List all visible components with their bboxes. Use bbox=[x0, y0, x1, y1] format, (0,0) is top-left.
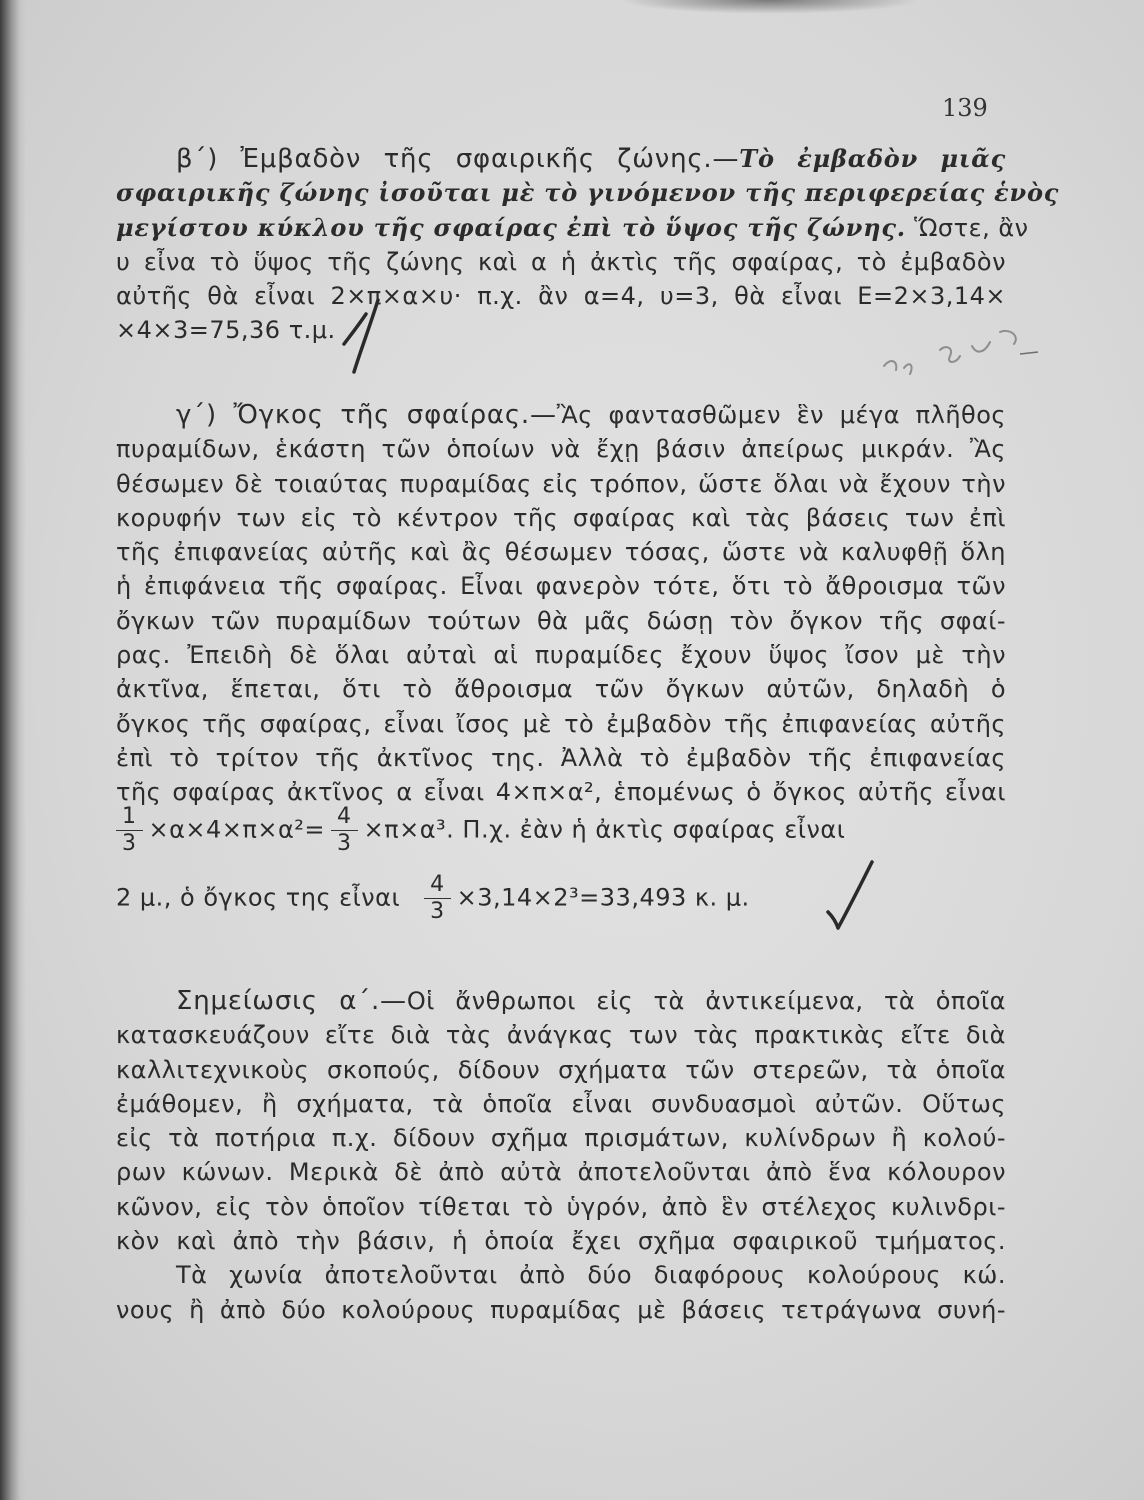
section-c-line-11: ἐπὶ τὸ τρίτον τῆς ἀκτῖνος της. Ἀλλὰ τὸ ἐμβαδὸν τῆς ἐπιφανείας bbox=[116, 743, 1006, 772]
note-line-8: κὸν καὶ ἀπὸ τὴν βάσιν, ἡ ὁποία ἔχει σχῆμα σφαιρικοῦ τμήματος. bbox=[116, 1227, 1006, 1256]
checkmark-icon-2 bbox=[822, 858, 882, 938]
fraction-numerator: 1 bbox=[116, 804, 143, 831]
section-b-line-3-tail: Ὥστε, ἂν bbox=[905, 213, 1029, 242]
note-line-6: ρων κώνων. Μερικὰ δὲ ἀπὸ αὐτὰ ἀποτελοῦνται ἀπὸ ἕνα κόλουρον bbox=[116, 1158, 1006, 1187]
note-line-5: εἰς τὰ ποτήρια π.χ. δίδουν σχῆμα πρισμάτων, κυλίνδρων ἢ κολού- bbox=[116, 1124, 1006, 1153]
note-line-1 bbox=[116, 984, 1006, 1018]
pencil-scribble-icon bbox=[870, 320, 1040, 390]
fraction-numerator: 4 bbox=[331, 804, 358, 831]
section-b-line-4: υ εἶνα τὸ ὕψος τῆς ζώνης καὶ α ἡ ἀκτὶς τῆς σφαίρας, τὸ ἐμβαδὸν bbox=[116, 247, 1006, 276]
formula-1-tail: ×π×α³. Π.χ. ἐὰν ἡ ἀκτὶς σφαίρας εἶναι bbox=[363, 815, 846, 844]
section-c-line-4: κορυφήν των εἰς τὸ κέντρον τῆς σφαίρας καὶ τὰς βάσεις των ἐπὶ bbox=[116, 503, 1006, 532]
note-line-2: κατασκευάζουν εἴτε διὰ τὰς ἀνάγκας των τὰς πρακτικὰς εἴτε διὰ bbox=[116, 1021, 1006, 1050]
section-c-paragraph bbox=[116, 398, 1006, 810]
note-line-1-tail: Οἱ ἄνθρωποι εἰς τὰ ἀντικείμενα, τὰ ὁποῖα bbox=[406, 987, 1006, 1015]
section-b-line-3-italic: μεγίστου κύκλου τῆς σφαίρας ἐπὶ τὸ ὕψος τῆς ζώνης. bbox=[116, 212, 906, 242]
fraction-four-thirds-2 bbox=[424, 872, 451, 925]
note-line-7: κῶνον, εἰς τὸν ὁποῖον τίθεται τὸ ὑγρόν, ἀπὸ ἓν στέλεχος κυλινδρι- bbox=[116, 1192, 1006, 1221]
section-b-line-5: αὐτῆς θὰ εἶναι 2×π×α×υ· π.χ. ἂν α=4, υ=3, θὰ εἶναι Ε=2×3,14× bbox=[116, 282, 1006, 311]
section-c-line-12: τῆς σφαίρας ἀκτῖνος α εἶναι 4×π×α², ἑπομένως ὁ ὄγκος αὐτῆς εἶναι bbox=[116, 778, 1006, 807]
formula-2-tail: ×3,14×2³=33,493 κ. μ. bbox=[456, 883, 750, 912]
section-c-line-2: πυραμίδων, ἑκάστη τῶν ὁποίων νὰ ἔχῃ βάσιν ἀπείρως μικράν. Ἂς bbox=[116, 435, 1006, 464]
section-b-paragraph bbox=[116, 142, 1060, 348]
fraction-denominator: 3 bbox=[122, 831, 137, 856]
section-b-heading: β΄) Ἐμβαδὸν τῆς σφαιρικῆς ζώνης.— bbox=[176, 144, 740, 174]
section-c-line-3: θέσωμεν δὲ τοιαύτας πυραμίδας εἰς τρόπον, ὥστε ὅλαι νὰ ἔχουν τὴν bbox=[116, 469, 1006, 498]
top-edge-shadow bbox=[620, 0, 920, 14]
note-line-3: καλλιτεχνικοὺς σκοπούς, δίδουν σχήματα τῶν στερεῶν, τὰ ὁποῖα bbox=[116, 1055, 1006, 1084]
note-para2-line-1: Τὰ χωνία ἀποτελοῦνται ἀπὸ δύο διαφόρους κολούρους κώ. bbox=[176, 1261, 1006, 1290]
section-b-line-6: ×4×3=75,36 τ.μ. bbox=[116, 316, 336, 345]
fraction-four-thirds bbox=[331, 804, 358, 857]
page-number: 139 bbox=[942, 94, 988, 122]
page-binding-shadow bbox=[0, 0, 26, 1500]
note-para2-line-2: νους ἢ ἀπὸ δύο κολούρους πυραμίδας μὲ βάσεις τετράγωνα συνή- bbox=[116, 1295, 1006, 1324]
section-c-line-1 bbox=[116, 398, 1006, 432]
section-c-heading: γ΄) Ὄγκος τῆς σφαίρας.— bbox=[176, 400, 557, 430]
note-paragraph bbox=[116, 984, 1006, 1327]
fraction-numerator: 4 bbox=[424, 872, 451, 899]
section-c-line-8: ρας. Ἐπειδὴ δὲ ὅλαι αὐταὶ αἱ πυραμίδες ἔχουν ὕψος ἴσον μὲ τὴν bbox=[116, 641, 1006, 670]
note-line-4: ἐμάθομεν, ἢ σχήματα, τὰ ὁποῖα εἶναι συνδυασμοὶ αὐτῶν. Οὕτως bbox=[116, 1089, 1006, 1118]
formula-1-mid: ×α×4×π×α²= bbox=[148, 815, 326, 844]
checkmark-icon bbox=[336, 296, 406, 376]
section-b-italic-start: Τὸ ἐμβαδὸν μιᾶς bbox=[739, 144, 1006, 173]
section-b-line-2: σφαιρικῆς ζώνης ἰσοῦται μὲ τὸ γινόμενον τῆς περιφερείας ἑνὸς bbox=[116, 178, 1060, 208]
section-b-line-3 bbox=[116, 211, 1029, 245]
fraction-denominator: 3 bbox=[430, 899, 445, 924]
formula-2-head: 2 μ., ὁ ὄγκος της εἶναι bbox=[116, 883, 401, 912]
fraction-denominator: 3 bbox=[337, 831, 352, 856]
section-c-line-9: ἀκτῖνα, ἕπεται, ὅτι τὸ ἄθροισμα τῶν ὄγκων αὐτῶν, δηλαδὴ ὁ bbox=[116, 675, 1006, 704]
note-heading: Σημείωσις α΄.— bbox=[176, 986, 407, 1016]
section-c-line-1-tail: Ἂς φαντασθῶμεν ἓν μέγα πλῆθος bbox=[556, 401, 1006, 429]
fraction-one-third bbox=[116, 804, 143, 857]
section-c-line-5: τῆς ἐπιφανείας αὐτῆς καὶ ἂς θέσωμεν τόσας, ὥστε νὰ καλυφθῇ ὅλη bbox=[116, 538, 1006, 567]
section-c-line-6: ἡ ἐπιφάνεια τῆς σφαίρας. Εἶναι φανερὸν τότε, ὅτι τὸ ἄθροισμα τῶν bbox=[116, 572, 1006, 601]
formula-line-1 bbox=[116, 804, 1006, 864]
section-c-line-7: ὄγκων τῶν πυραμίδων τούτων θὰ μᾶς δώσῃ τὸν ὄγκον τῆς σφαί- bbox=[116, 606, 1006, 635]
section-b-line-1 bbox=[116, 142, 1006, 176]
section-c-line-10: ὄγκος τῆς σφαίρας, εἶναι ἴσος μὲ τὸ ἐμβαδὸν τῆς ἐπιφανείας αὐτῆς bbox=[116, 709, 1006, 738]
